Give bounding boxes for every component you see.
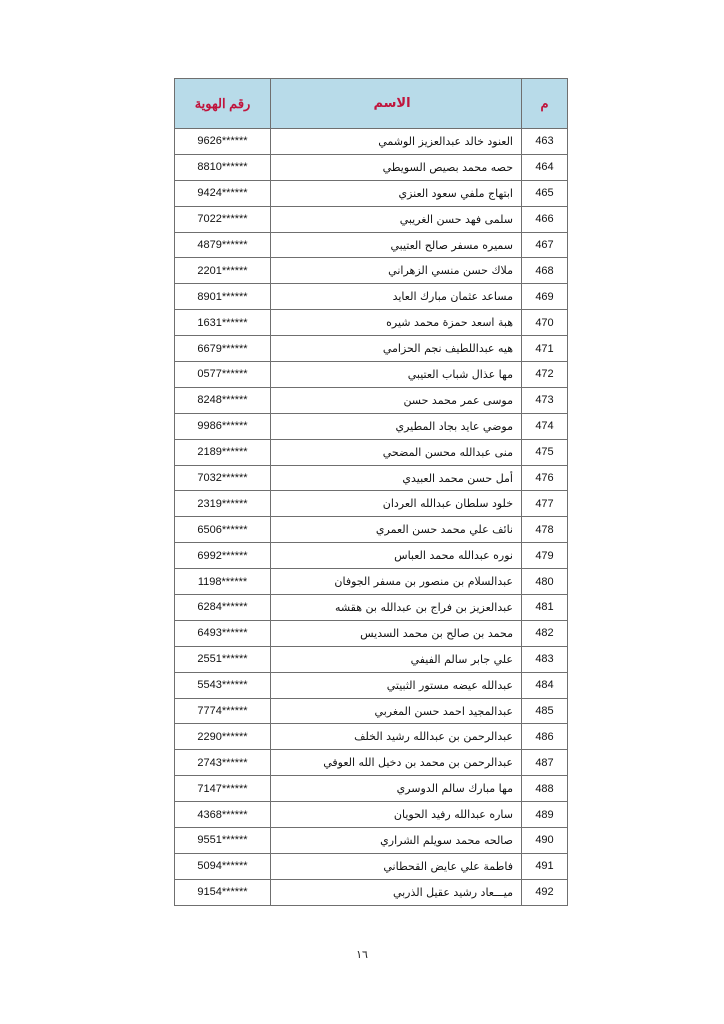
- table-row: [175, 517, 568, 543]
- row-name: أمل حسن محمد العبيدي: [271, 465, 522, 491]
- row-number: 475: [522, 439, 568, 465]
- table-row: [175, 387, 568, 413]
- table-row: [175, 750, 568, 776]
- table-row: [175, 258, 568, 284]
- table-row: [175, 465, 568, 491]
- row-id: ******9626: [175, 129, 271, 155]
- row-id: ******2189: [175, 439, 271, 465]
- row-name: حصه محمد بصيص السويطي: [271, 154, 522, 180]
- records-table: [174, 78, 568, 906]
- table-row: [175, 724, 568, 750]
- row-number: 480: [522, 569, 568, 595]
- table-row: [175, 698, 568, 724]
- row-id: ******0577: [175, 362, 271, 388]
- row-id: ******6284: [175, 595, 271, 621]
- table-row: [175, 154, 568, 180]
- row-number: 471: [522, 336, 568, 362]
- header-name: الاسم: [271, 79, 522, 129]
- row-number: 476: [522, 465, 568, 491]
- row-id: ******8901: [175, 284, 271, 310]
- row-number: 487: [522, 750, 568, 776]
- row-number: 470: [522, 310, 568, 336]
- row-name: عبدالسلام بن منصور بن مسفر الجوفان: [271, 569, 522, 595]
- row-number: 483: [522, 646, 568, 672]
- row-id: ******5094: [175, 853, 271, 879]
- row-id: ******8810: [175, 154, 271, 180]
- table-row: [175, 646, 568, 672]
- row-number: 479: [522, 543, 568, 569]
- table-header: [175, 79, 568, 129]
- row-number: 469: [522, 284, 568, 310]
- table-row: [175, 569, 568, 595]
- row-id: ******6679: [175, 336, 271, 362]
- table-row: [175, 491, 568, 517]
- row-id: ******2551: [175, 646, 271, 672]
- table-row: [175, 180, 568, 206]
- header-number: م: [522, 79, 568, 129]
- table-row: [175, 232, 568, 258]
- row-id: ******1198: [175, 569, 271, 595]
- row-number: 481: [522, 595, 568, 621]
- row-name: ميـــعاد رشيد عقيل الذربي: [271, 879, 522, 905]
- row-name: العنود خالد عبدالعزيز الوشمي: [271, 129, 522, 155]
- row-name: سلمى فهد حسن الغريبي: [271, 206, 522, 232]
- row-number: 464: [522, 154, 568, 180]
- row-name: محمد بن صالح بن محمد السديس: [271, 620, 522, 646]
- row-id: ******2743: [175, 750, 271, 776]
- row-number: 492: [522, 879, 568, 905]
- row-id: ******9154: [175, 879, 271, 905]
- table-row: [175, 802, 568, 828]
- row-name: علي جابر سالم الفيفي: [271, 646, 522, 672]
- row-name: عبدالعزيز بن فراج بن عبدالله بن هقشه: [271, 595, 522, 621]
- row-name: ابتهاج ملفي سعود العنزي: [271, 180, 522, 206]
- table-row: [175, 439, 568, 465]
- table-row: [175, 672, 568, 698]
- row-id: ******6992: [175, 543, 271, 569]
- row-number: 467: [522, 232, 568, 258]
- row-name: نوره عبدالله محمد العباس: [271, 543, 522, 569]
- table-row: [175, 284, 568, 310]
- row-name: هيه عبداللطيف نجم الحزامي: [271, 336, 522, 362]
- row-number: 485: [522, 698, 568, 724]
- row-name: ملاك حسن منسي الزهراني: [271, 258, 522, 284]
- row-id: ******8248: [175, 387, 271, 413]
- row-number: 465: [522, 180, 568, 206]
- row-id: ******1631: [175, 310, 271, 336]
- page-number: ١٦: [356, 948, 368, 961]
- row-number: 488: [522, 776, 568, 802]
- row-id: ******4879: [175, 232, 271, 258]
- table-row: [175, 129, 568, 155]
- row-number: 482: [522, 620, 568, 646]
- row-name: مها عذال شباب العتيبي: [271, 362, 522, 388]
- row-id: ******2201: [175, 258, 271, 284]
- header-id: رقم الهوية: [175, 79, 271, 129]
- table-row: [175, 620, 568, 646]
- row-id: ******6493: [175, 620, 271, 646]
- row-id: ******9551: [175, 828, 271, 854]
- row-number: 473: [522, 387, 568, 413]
- table-body: [175, 129, 568, 906]
- row-number: 463: [522, 129, 568, 155]
- table-row: [175, 543, 568, 569]
- row-name: فاطمة علي عايض القحطاني: [271, 853, 522, 879]
- table-row: [175, 879, 568, 905]
- row-number: 491: [522, 853, 568, 879]
- table-row: [175, 828, 568, 854]
- table-row: [175, 853, 568, 879]
- table-row: [175, 413, 568, 439]
- row-name: ساره عبدالله رفيد الحويان: [271, 802, 522, 828]
- row-number: 478: [522, 517, 568, 543]
- row-number: 477: [522, 491, 568, 517]
- row-id: ******9986: [175, 413, 271, 439]
- row-id: ******7022: [175, 206, 271, 232]
- row-id: ******7032: [175, 465, 271, 491]
- row-id: ******2290: [175, 724, 271, 750]
- table-row: [175, 206, 568, 232]
- row-name: موضي عايد بجاد المطيري: [271, 413, 522, 439]
- table-row: [175, 776, 568, 802]
- row-number: 472: [522, 362, 568, 388]
- row-number: 468: [522, 258, 568, 284]
- row-name: مساعد عثمان مبارك العايد: [271, 284, 522, 310]
- row-id: ******2319: [175, 491, 271, 517]
- row-name: نائف علي محمد حسن العمري: [271, 517, 522, 543]
- row-number: 486: [522, 724, 568, 750]
- row-number: 466: [522, 206, 568, 232]
- row-name: هبة اسعد حمزة محمد شيره: [271, 310, 522, 336]
- row-name: عبدالرحمن بن عبدالله رشيد الخلف: [271, 724, 522, 750]
- row-id: ******5543: [175, 672, 271, 698]
- row-name: مها مبارك سالم الدوسري: [271, 776, 522, 802]
- table-row: [175, 595, 568, 621]
- row-id: ******6506: [175, 517, 271, 543]
- row-number: 489: [522, 802, 568, 828]
- row-number: 490: [522, 828, 568, 854]
- table-row: [175, 310, 568, 336]
- header-row: [175, 79, 568, 129]
- row-name: خلود سلطان عبدالله العردان: [271, 491, 522, 517]
- row-number: 484: [522, 672, 568, 698]
- row-name: سميره مسفر صالح العتيبي: [271, 232, 522, 258]
- row-name: عبدالرحمن بن محمد بن دخيل الله العوفي: [271, 750, 522, 776]
- row-name: عبدالمجيد احمد حسن المغربي: [271, 698, 522, 724]
- row-number: 474: [522, 413, 568, 439]
- row-name: صالحه محمد سويلم الشراري: [271, 828, 522, 854]
- row-name: موسى عمر محمد حسن: [271, 387, 522, 413]
- row-id: ******7147: [175, 776, 271, 802]
- table-row: [175, 362, 568, 388]
- row-id: ******9424: [175, 180, 271, 206]
- row-id: ******7774: [175, 698, 271, 724]
- row-name: منى عبدالله محسن المضحي: [271, 439, 522, 465]
- row-id: ******4368: [175, 802, 271, 828]
- row-name: عبدالله عيضه مستور الثبيتي: [271, 672, 522, 698]
- table-row: [175, 336, 568, 362]
